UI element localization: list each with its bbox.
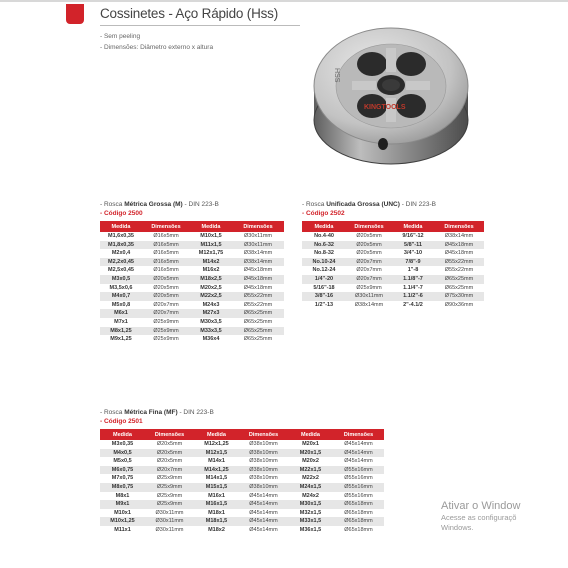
size-cell: No.8-32 <box>314 250 334 257</box>
table-row <box>100 258 284 267</box>
dimension-cell: Ø90x36mm <box>444 301 474 308</box>
dimension-cell: Ø20x5mm <box>356 233 382 239</box>
table-row <box>100 509 384 518</box>
size-cell: M18x1 <box>208 509 225 516</box>
dimension-cell: Ø20x5mm <box>156 441 183 447</box>
size-cell: M12x1,75 <box>198 250 224 257</box>
top-rule <box>0 0 568 2</box>
dimension-cell: Ø65x25mm <box>232 309 284 318</box>
column-header: Medida <box>100 221 142 232</box>
size-cell: 9/16"-12 <box>402 233 424 239</box>
brand-logo-text: KINGTOOLS <box>364 104 406 111</box>
dimension-cell: Ø20x7mm <box>153 301 179 308</box>
size-cell: M15x1,5 <box>194 483 239 492</box>
dimension-cell: Ø55x22mm <box>232 292 284 301</box>
section-label: - Rosca Unificada Grossa (UNC) - DIN 223-B <box>302 201 437 208</box>
dimension-cell: Ø38x14mm <box>354 301 384 308</box>
dimension-cell: Ø30x11mm <box>232 241 284 250</box>
size-cell: M10x1,5 <box>200 233 222 239</box>
size-cell: 1.1/2"-6 <box>392 292 434 301</box>
size-cell: M27x3 <box>190 309 232 318</box>
size-cell: M8x0,75 <box>100 483 145 492</box>
column-header: Medida <box>302 221 346 232</box>
size-cell: M18x1,5 <box>194 517 239 526</box>
dimension-cell: Ø20x7mm <box>142 309 190 318</box>
size-cell: M33x1,5 <box>288 517 333 526</box>
column-header: Dimensões <box>333 429 384 440</box>
dimension-cell: Ø16x5mm <box>142 241 190 250</box>
dimension-cell: Ø65x25mm <box>243 336 273 343</box>
size-cell: M5x0,5 <box>113 458 132 465</box>
dimension-cell: Ø45x18mm <box>243 267 273 274</box>
size-cell: 1/2"-13 <box>314 301 334 308</box>
size-cell: M8x1,25 <box>100 327 142 336</box>
metric-coarse-section <box>100 200 284 344</box>
column-header: Medida <box>288 429 333 440</box>
size-cell: 3/4"-10 <box>403 250 423 257</box>
table-row <box>100 318 284 327</box>
size-cell: 1"-8 <box>407 267 419 274</box>
table-row <box>100 500 384 509</box>
table-header-row <box>100 429 384 440</box>
table-header-row <box>302 221 484 232</box>
size-cell: M3x0,5 <box>100 275 142 284</box>
dimension-cell: Ø45x14mm <box>239 500 288 509</box>
column-header: Medida <box>190 221 232 232</box>
column-header: Dimensões <box>232 221 284 232</box>
size-cell: M12x1,25 <box>204 441 229 447</box>
dimension-cell: Ø30x11mm <box>155 526 184 533</box>
dimension-cell: Ø45x14mm <box>249 509 278 516</box>
dimension-cell: Ø16x5mm <box>142 258 190 267</box>
size-cell: M20x1,5 <box>288 449 333 458</box>
section-label: - Rosca Métrica Fina (MF) - DIN 223-B <box>100 409 214 416</box>
dimension-cell: Ø25x9mm <box>356 284 382 291</box>
size-cell: M2x0,4 <box>111 250 131 257</box>
table-row <box>302 241 484 250</box>
table-row <box>100 249 284 258</box>
size-cell: M14x1,25 <box>194 466 239 475</box>
page-title: Cossinetes - Aço Rápido (Hss) <box>100 6 279 21</box>
size-cell: M16x1,5 <box>194 500 239 509</box>
dimension-cell: Ø45x14mm <box>249 492 278 499</box>
section-code: - Código 2501 <box>100 418 143 425</box>
size-cell: M20x2 <box>302 458 319 465</box>
size-cell: M36x4 <box>202 336 220 343</box>
activation-watermark <box>441 500 520 533</box>
size-cell: M18x2 <box>208 526 225 533</box>
dimension-cell: Ø20x7mm <box>145 466 194 475</box>
size-cell: M1,8x0,35 <box>100 241 142 250</box>
size-cell: M5x0,8 <box>111 301 131 308</box>
dimension-cell: Ø65x25mm <box>232 327 284 336</box>
size-cell: M11x1,5 <box>190 241 232 250</box>
size-cell: No.6-32 <box>302 241 346 250</box>
dimension-cell: Ø20x7mm <box>356 267 382 274</box>
dimension-cell: Ø20x7mm <box>346 275 392 284</box>
size-cell: M9x1,25 <box>110 336 132 343</box>
dimension-cell: Ø45x14mm <box>333 449 384 458</box>
metric-fine-section <box>100 408 384 535</box>
note-item: - Sem peeling <box>100 33 141 40</box>
dimension-cell: Ø20x5mm <box>142 292 190 301</box>
dimension-cell: Ø45x18mm <box>243 284 273 291</box>
table-row <box>302 266 484 275</box>
dimension-cell: Ø25x9mm <box>153 336 179 343</box>
size-cell: M24x2 <box>302 492 319 499</box>
table-header-row <box>100 221 284 232</box>
dimension-cell: Ø65x25mm <box>243 318 273 325</box>
size-cell: 2"-4.1/2 <box>403 301 423 308</box>
size-cell: M7x1 <box>114 318 128 325</box>
dimension-cell: Ø38x14mm <box>444 233 474 239</box>
dimension-cell: Ø20x5mm <box>145 449 194 458</box>
size-cell: 1.1/8"-7 <box>392 275 434 284</box>
table-row <box>100 275 284 284</box>
size-cell: M16x1 <box>208 492 225 499</box>
column-header: Dimensões <box>142 221 190 232</box>
size-cell: M12x1,5 <box>194 449 239 458</box>
unc-section <box>302 200 484 309</box>
dimension-cell: Ø45x18mm <box>232 275 284 284</box>
dimension-cell: Ø45x14mm <box>239 517 288 526</box>
dimension-cell: Ø38x14mm <box>243 250 273 257</box>
dimension-cell: Ø30x11mm <box>155 509 184 516</box>
size-cell: M6x0,75 <box>100 466 145 475</box>
dimension-cell: Ø38x10mm <box>239 449 288 458</box>
dimension-cell: Ø65x18mm <box>333 500 384 509</box>
size-cell: 1/4"-20 <box>302 275 346 284</box>
table-row <box>100 266 284 275</box>
size-cell: M14x1,5 <box>205 475 228 482</box>
size-cell: M30x3,5 <box>200 318 222 325</box>
dimension-cell: Ø20x5mm <box>142 275 190 284</box>
section-label: - Rosca Métrica Grossa (M) - DIN 223-B <box>100 201 219 208</box>
notes-list <box>100 31 213 53</box>
section-code: - Código 2500 <box>100 210 143 217</box>
table-row <box>302 249 484 258</box>
hss-marking: HSS <box>333 68 340 83</box>
table-row <box>302 301 484 310</box>
size-cell: M36x1,5 <box>299 526 322 533</box>
size-cell: M1,6x0,35 <box>108 233 134 239</box>
size-cell: 1.1/4"-7 <box>403 284 423 291</box>
size-cell: No.12-24 <box>312 267 336 274</box>
die-product-image <box>310 18 472 168</box>
table-row <box>302 275 484 284</box>
size-cell: M24x1,5 <box>288 483 333 492</box>
column-header: Dimensões <box>239 429 288 440</box>
dimension-cell: Ø38x10mm <box>239 466 288 475</box>
dimension-cell: Ø16x5mm <box>153 250 179 257</box>
table-row <box>302 232 484 241</box>
dimension-cell: Ø55x16mm <box>344 475 373 482</box>
dimension-cell: Ø30x11mm <box>145 517 194 526</box>
size-cell: M14x2 <box>190 258 232 267</box>
size-cell: M14x1 <box>208 458 225 465</box>
table-row <box>100 301 284 310</box>
dimension-cell: Ø25x9mm <box>145 483 194 492</box>
size-cell: M2,5x0,45 <box>108 267 134 274</box>
size-cell: M9x1 <box>100 500 145 509</box>
size-cell: M16x2 <box>202 267 220 274</box>
watermark-line: Acesse as configuraçõ <box>441 513 517 522</box>
dimension-cell: Ø25x9mm <box>145 500 194 509</box>
column-header: Medida <box>194 429 239 440</box>
size-cell: M22x2 <box>302 475 319 482</box>
table-row <box>100 327 284 336</box>
dimension-cell: Ø45x18mm <box>444 250 474 257</box>
dimension-cell: Ø65x18mm <box>333 517 384 526</box>
size-cell: M7x0,75 <box>111 475 134 482</box>
dimension-cell: Ø65x18mm <box>344 526 373 533</box>
table-row <box>100 241 284 250</box>
table-row <box>100 292 284 301</box>
dimension-cell: Ø30x11mm <box>346 292 392 301</box>
dimension-cell: Ø65x25mm <box>444 284 474 291</box>
dimension-cell: Ø38x10mm <box>249 441 278 447</box>
table-row <box>100 457 384 466</box>
column-header: Dimensões <box>434 221 484 232</box>
metric-fine-table <box>100 429 384 535</box>
dimension-cell: Ø20x5mm <box>346 241 392 250</box>
note-item: - Dimensões: Diâmetro externo x altura <box>100 44 214 51</box>
dimension-cell: Ø38x10mm <box>249 475 278 482</box>
size-cell: M4x0,5 <box>100 449 145 458</box>
size-cell: M4x0,7 <box>100 292 142 301</box>
dimension-cell: Ø45x14mm <box>344 458 373 465</box>
table-row <box>100 466 384 475</box>
size-cell: M20x2,5 <box>200 284 222 291</box>
dimension-cell: Ø16x5mm <box>153 233 179 239</box>
dimension-cell: Ø55x22mm <box>243 301 273 308</box>
size-cell: M6x1 <box>100 309 142 318</box>
dimension-cell: Ø55x22mm <box>444 267 474 274</box>
size-cell: M32x1,5 <box>299 509 322 516</box>
column-header: Dimensões <box>346 221 392 232</box>
dimension-cell: Ø38x10mm <box>239 483 288 492</box>
table-row <box>100 492 384 501</box>
size-cell: M2,2x0,45 <box>100 258 142 267</box>
dimension-cell: Ø45x14mm <box>249 526 278 533</box>
size-cell: 5/8"-11 <box>392 241 434 250</box>
dimension-cell: Ø55x16mm <box>333 466 384 475</box>
dimension-cell: Ø25x9mm <box>142 327 190 336</box>
table-row <box>100 474 384 483</box>
table-row <box>100 284 284 293</box>
metric-coarse-table <box>100 221 284 344</box>
dimension-cell: Ø45x18mm <box>434 241 484 250</box>
table-row <box>302 284 484 293</box>
dimension-cell: Ø55x16mm <box>333 483 384 492</box>
size-cell: M30x1,5 <box>288 500 333 509</box>
size-cell: M22x1,5 <box>288 466 333 475</box>
table-row <box>100 232 284 241</box>
dimension-cell: Ø25x9mm <box>153 318 179 325</box>
dimension-cell: Ø25x9mm <box>156 475 183 482</box>
size-cell: M10x1 <box>114 509 131 516</box>
size-cell: 3/8"-16 <box>302 292 346 301</box>
dimension-cell: Ø38x10mm <box>249 458 278 465</box>
watermark-line: Ativar o Window <box>441 500 521 512</box>
size-cell: M10x1,25 <box>100 517 145 526</box>
table-row <box>302 292 484 301</box>
watermark-line: Windows. <box>441 523 474 532</box>
size-cell: M8x1 <box>115 492 130 499</box>
table-row <box>100 309 284 318</box>
red-section-tab <box>66 4 84 24</box>
dimension-cell: Ø20x5mm <box>153 284 179 291</box>
dimension-cell: Ø25x9mm <box>156 492 183 499</box>
column-header: Medida <box>392 221 434 232</box>
table-row <box>100 526 384 535</box>
dimension-cell: Ø75x30mm <box>434 292 484 301</box>
table-row <box>100 449 384 458</box>
size-cell: M22x2,5 <box>190 292 232 301</box>
dimension-cell: Ø65x18mm <box>344 509 373 516</box>
size-cell: M3,5x0,6 <box>109 284 133 291</box>
size-cell: M11x1 <box>114 526 131 533</box>
column-header: Medida <box>100 429 145 440</box>
size-cell: 5/16"-18 <box>313 284 335 291</box>
dimension-cell: Ø20x5mm <box>356 250 382 257</box>
size-cell: No.4-40 <box>314 233 334 239</box>
size-cell: M3x0,35 <box>111 441 134 447</box>
size-cell: 7/8"-9 <box>392 258 434 267</box>
table-row <box>302 258 484 267</box>
section-code: - Código 2502 <box>302 210 345 217</box>
title-underline <box>100 25 300 26</box>
table-row <box>100 335 284 344</box>
dimension-cell: Ø65x25mm <box>434 275 484 284</box>
dimension-cell: Ø55x22mm <box>434 258 484 267</box>
dimension-cell: Ø16x5mm <box>153 267 179 274</box>
dimension-cell: Ø20x5mm <box>156 458 183 465</box>
dimension-cell: Ø38x14mm <box>232 258 284 267</box>
dimension-cell: Ø55x16mm <box>344 492 373 499</box>
table-row <box>100 440 384 449</box>
size-cell: M18x2,5 <box>190 275 232 284</box>
table-row <box>100 483 384 492</box>
size-cell: M24x3 <box>202 301 220 308</box>
dimension-cell: Ø30x11mm <box>243 233 273 239</box>
dimension-cell: Ø20x7mm <box>346 258 392 267</box>
unc-table <box>302 221 484 309</box>
size-cell: No.10-24 <box>302 258 346 267</box>
table-row <box>100 517 384 526</box>
size-cell: M20x1 <box>302 441 319 447</box>
size-cell: M33x3,5 <box>190 327 232 336</box>
column-header: Dimensões <box>145 429 194 440</box>
dimension-cell: Ø45x14mm <box>344 441 373 447</box>
